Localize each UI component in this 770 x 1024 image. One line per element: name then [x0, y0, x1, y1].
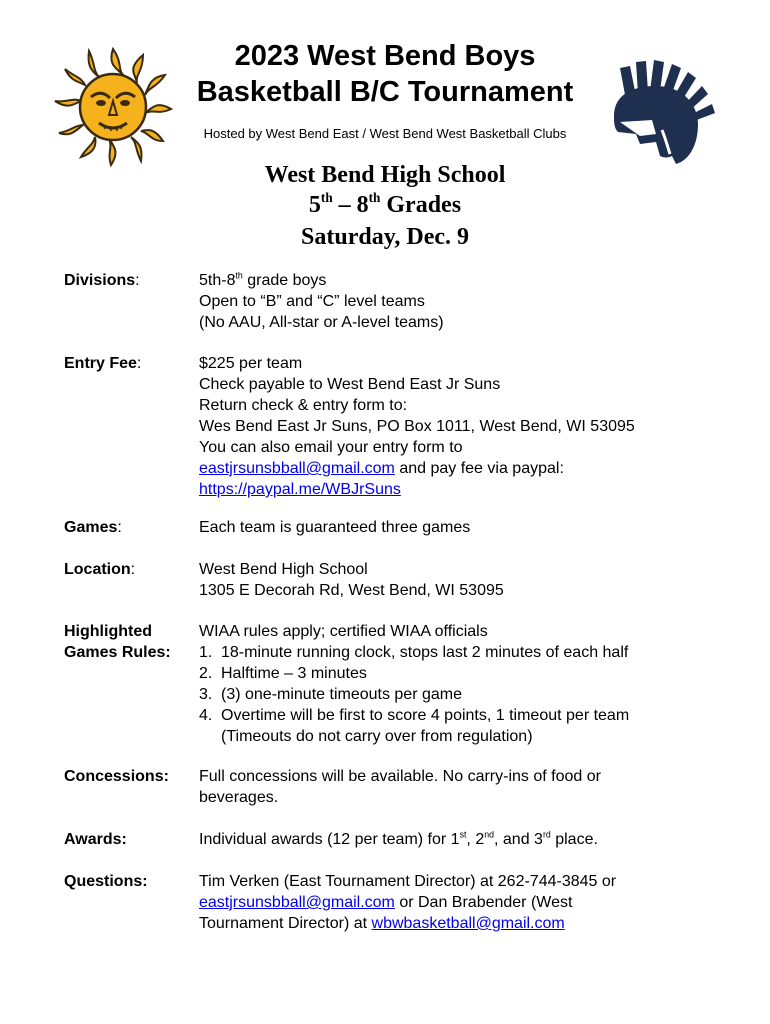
rule-item-continuation: (Timeouts do not carry over from regulation): [221, 728, 533, 745]
entry-email-link[interactable]: eastjrsunsbball@gmail.com: [199, 460, 395, 477]
location-value: West Bend High School 1305 E Decorah Rd, West Bend, WI 53095: [199, 561, 504, 599]
sun-mascot-icon: [52, 45, 174, 167]
page-title-line-1: 2023 West Bend Boys: [234, 40, 536, 72]
awards-value: Individual awards (12 per team) for 1st, 2nd, and 3rd place.: [199, 829, 598, 848]
questions-label: Questions:: [64, 873, 148, 890]
rules-label: Highlighted Games Rules:: [64, 623, 171, 661]
entry-fee-value: $225 per team Check payable to West Bend East Jr Suns Return check & entry form to: Wes Bend East Jr Suns, PO Box 1011, West Bend, WI 53095 You can also email your entry form to eastjrsunsbball@gmail.com and pay fee via paypal: https://paypal.me/WBJrSuns: [199, 355, 635, 498]
rule-item: 4. Overtime will be first to score 4 points, 1 timeout per team: [199, 707, 630, 724]
grades-heading: 5th – 8th Grades: [308, 190, 462, 218]
location-label: Location:: [64, 561, 136, 578]
rules-value: WIAA rules apply; certified WIAA officials 1. 18-minute running clock, stops last 2 minutes of each half 2. Halftime – 3 minutes 3. (3) one-minute timeouts per game 4. Overtime will be first to score 4 points, 1 timeout per team (Timeouts do not carry over from regulation): [199, 621, 724, 747]
host-subtitle: Hosted by West Bend East / West Bend West Basketball Clubs: [203, 126, 567, 141]
concessions-label: Concessions:: [64, 768, 169, 785]
paypal-link[interactable]: https://paypal.me/WBJrSuns: [199, 481, 401, 498]
awards-label: Awards:: [64, 831, 127, 848]
page-title-line-2: Basketball B/C Tournament: [196, 76, 574, 108]
questions-value: Tim Verken (East Tournament Director) at 262-744-3845 or eastjrsunsbball@gmail.com or Dan Brabender (West Tournament Director) at wbwbasketball@gmail.com: [199, 873, 617, 932]
concessions-value: Full concessions will be available. No carry-ins of food or beverages.: [199, 768, 601, 806]
rule-item: 3. (3) one-minute timeouts per game: [199, 686, 462, 703]
east-email-link[interactable]: eastjrsunsbball@gmail.com: [199, 894, 395, 911]
games-value: Each team is guaranteed three games: [199, 519, 471, 536]
date-heading: Saturday, Dec. 9: [301, 224, 469, 250]
school-heading: West Bend High School: [264, 162, 506, 188]
divisions-label: Divisions:: [64, 272, 140, 289]
rule-item: 1. 18-minute running clock, stops last 2 minutes of each half: [199, 644, 629, 661]
divisions-value: 5th-8th grade boys Open to “B” and “C” level teams (No AAU, All-star or A-level teams): [199, 270, 444, 331]
rule-item: 2. Halftime – 3 minutes: [199, 665, 367, 682]
west-email-link[interactable]: wbwbasketball@gmail.com: [371, 915, 565, 932]
entry-fee-label: Entry Fee:: [64, 355, 142, 372]
games-label: Games:: [64, 519, 122, 536]
spartan-helmet-icon: [606, 60, 718, 166]
